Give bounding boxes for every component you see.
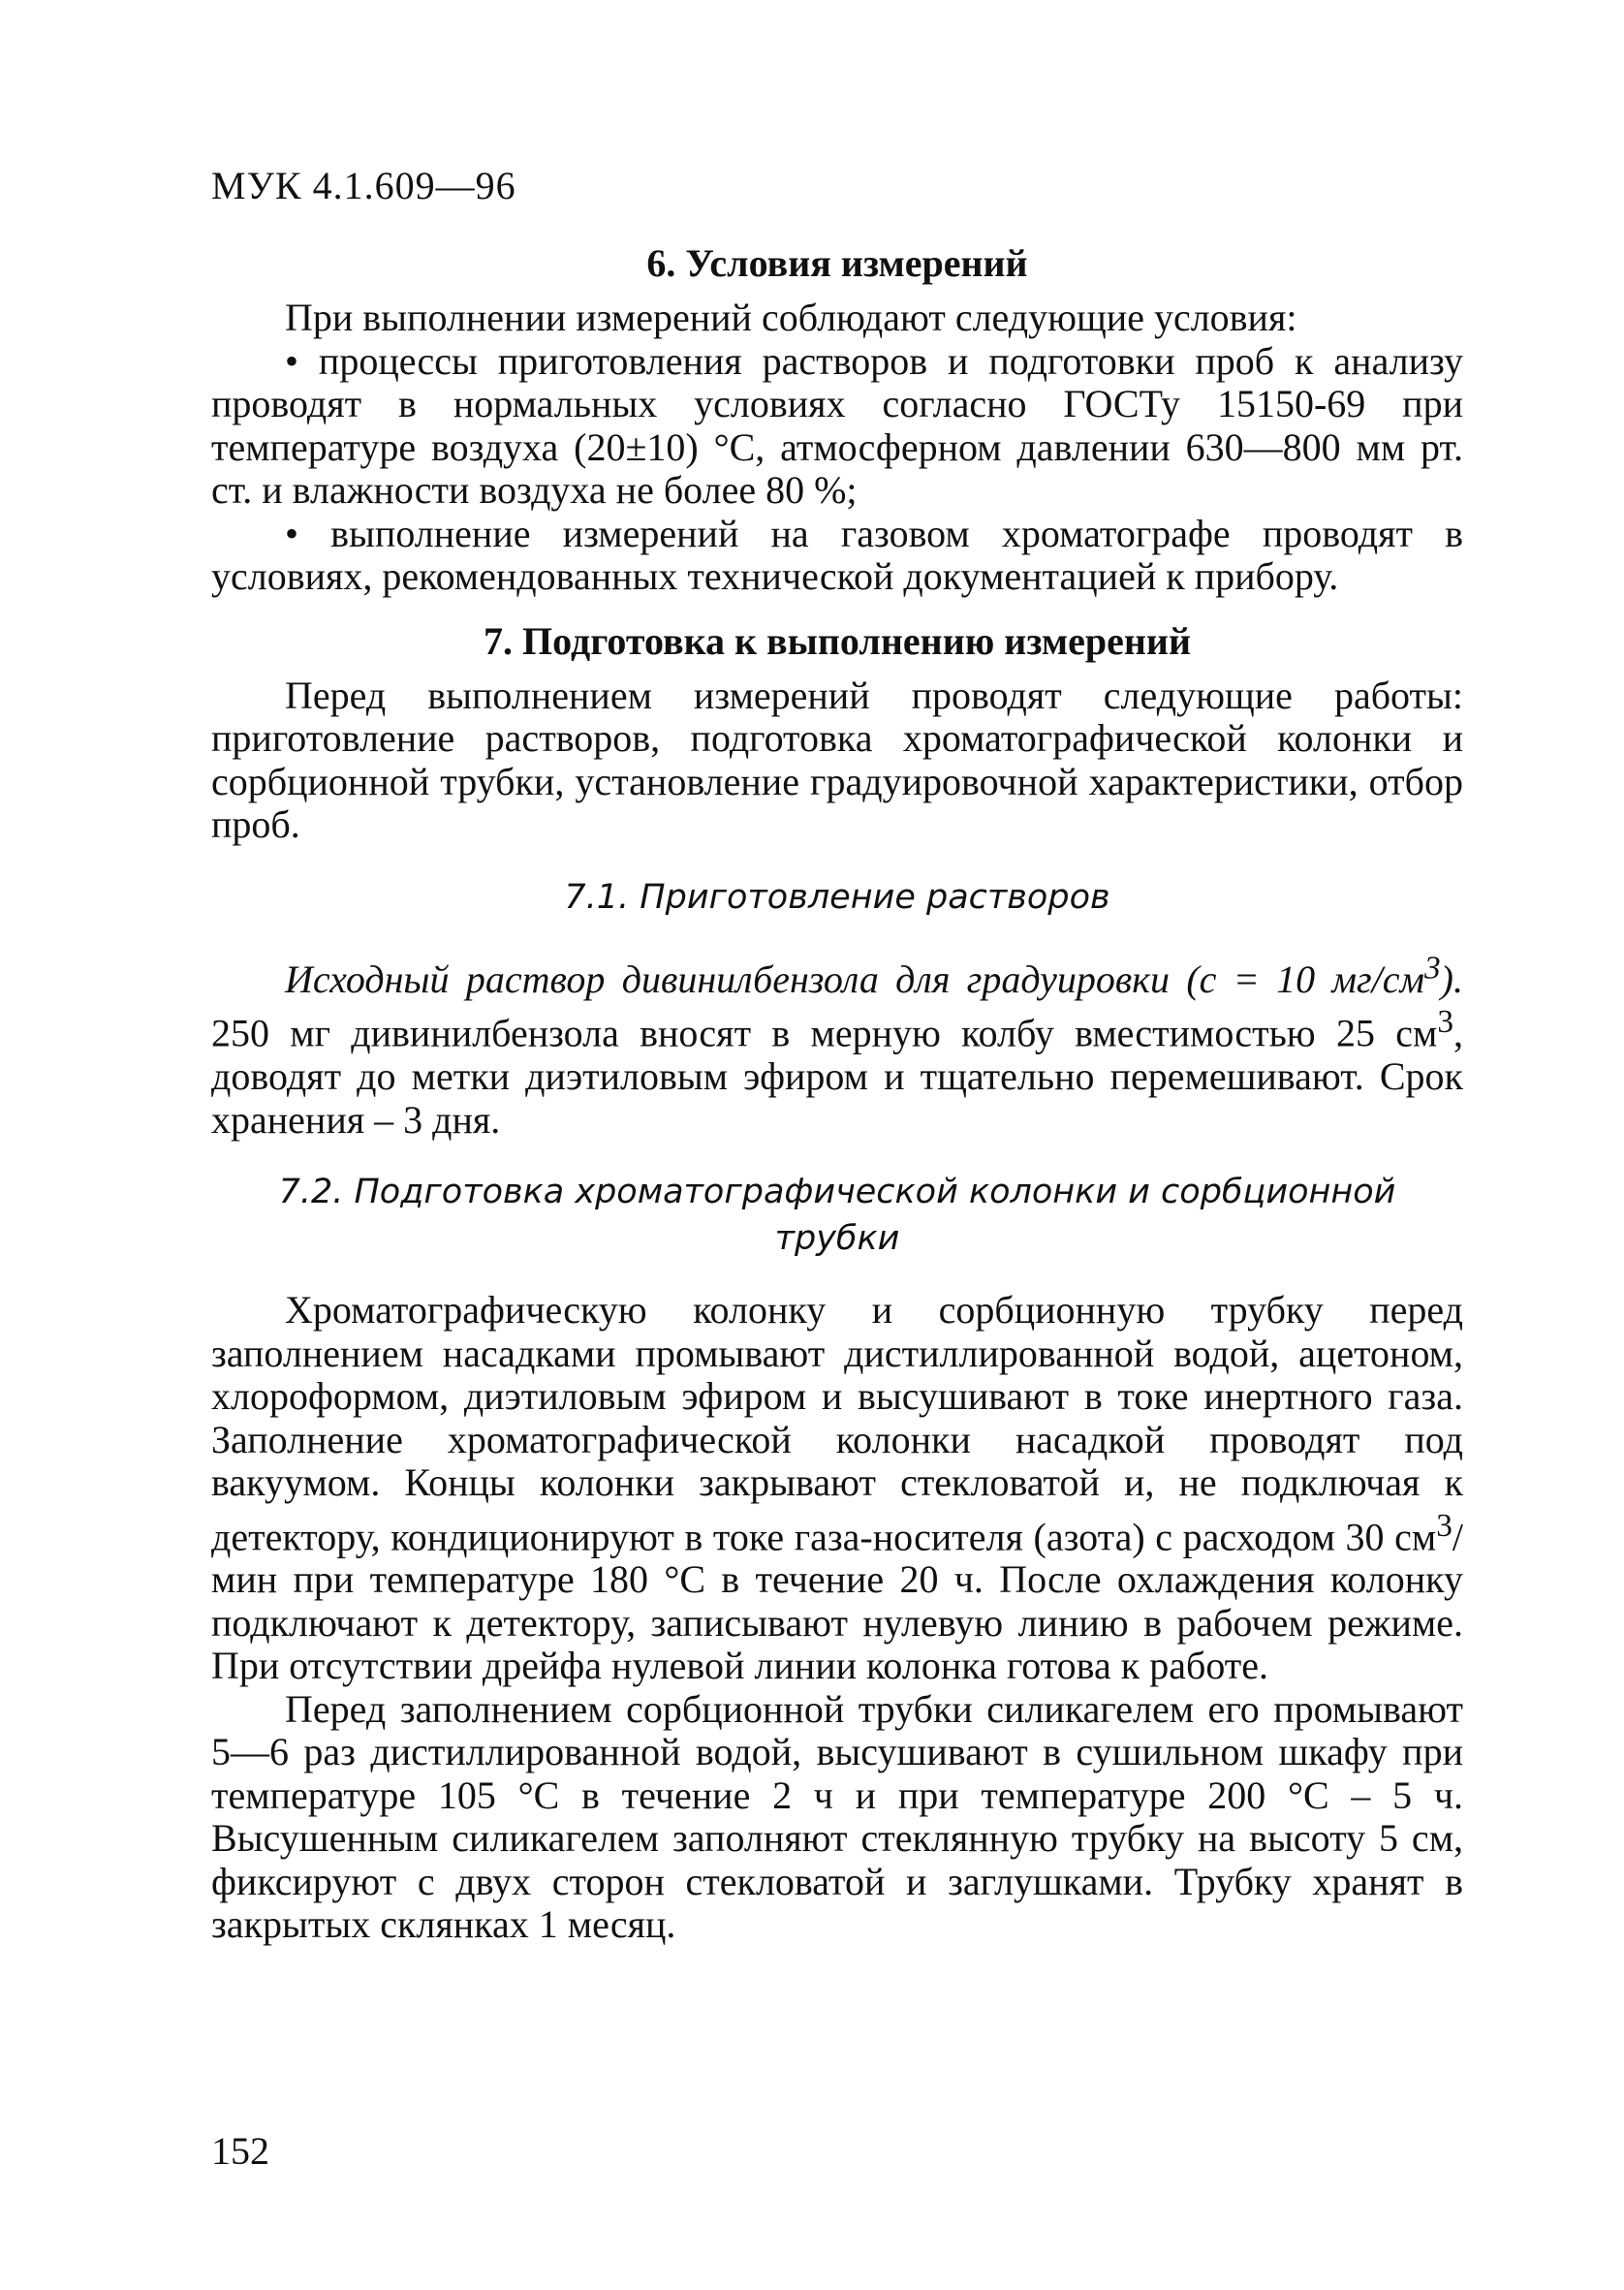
subsection-7-1-paragraph: Исходный раствор дивинилбензола для градуировки (с = 10 $мг/см^3$). 250 мг дивинилбензола вносят в мерную колбу вместимостью 25 $см^3$, доводят до метки диэтиловым эфиром и тщательно перемешивают. Срок хранения – 3 дня. bbox=[211, 950, 1463, 1142]
section-6-title: 6. Условия измерений bbox=[646, 241, 1028, 285]
page-content bbox=[211, 238, 1463, 1947]
subsection-7-2-paragraph-1: Хроматографическую колонку и сорбционную трубку перед заполнением насадками промывают дистиллированной водой, ацетоном, хлороформом, диэтиловым эфиром и высушивают в токе инертного газа. Заполнение хроматографической колонки насадкой проводят под вакуумом. Концы колонки закрывают стекловатой и, не подключая к детектору, кондиционируют в токе газа-носителя (азота) с расходом 30 $см^3$/мин при температуре 180 °С в течение 20 ч. После охлаждения колонку подключают к детектору, записывают нулевую линию в рабочем режиме. При отсутствии дрейфа нулевой линии колонка готова к работе. bbox=[211, 1288, 1463, 1688]
section-6-bullet-2: • выполнение измерений на газовом хроматографе проводят в условиях, рекомендованных технической документацией к прибору. bbox=[211, 511, 1463, 598]
subsection-7-2-paragraph-2: Перед заполнением сорбционной трубки силикагелем его промывают 5—6 раз дистиллированной водой, высушивают в сушильном шкафу при температуре 105 °С в течение 2 ч и при температуре 200 °С – 5 ч. Высушенным силикагелем заполняют стеклянную трубку на высоту 5 см, фиксируют с двух сторон стекловатой и заглушками. Трубку хранят в закрытых склянках 1 месяц. bbox=[211, 1686, 1463, 1947]
subsection-7-2-title: 7.2. Подготовка хроматографической колонки и сорбционной трубки bbox=[278, 1173, 1396, 1259]
section-6-bullet-1: • процессы приготовления растворов и подготовки проб к анализу проводят в нормальных условиях согласно ГОСТу 15150-69 при температуре воздуха (20±10) °С, атмосферном давлении 630—800 мм рт. ст. и влажности воздуха не более 80 %; bbox=[211, 338, 1463, 512]
section-6-intro: При выполнении измерений соблюдают следующие условия: bbox=[285, 296, 1297, 339]
page-number: 152 bbox=[211, 2129, 269, 2173]
document-id: МУК 4.1.609—96 bbox=[211, 164, 516, 207]
section-7-title: 7. Подготовка к выполнению измерений bbox=[484, 618, 1191, 663]
section-7-intro: Перед выполнением измерений проводят следующие работы: приготовление растворов, подготовка хроматографической колонки и сорбционной трубки, установление градуировочной характеристики, отбор проб. bbox=[211, 673, 1463, 846]
subsection-7-1-title: 7.1. Приготовление растворов bbox=[564, 877, 1110, 917]
stock-solution-heading: Исходный раствор дивинилбензола для градуировки (с = 10 $мг/см^3$). bbox=[285, 950, 1463, 1001]
